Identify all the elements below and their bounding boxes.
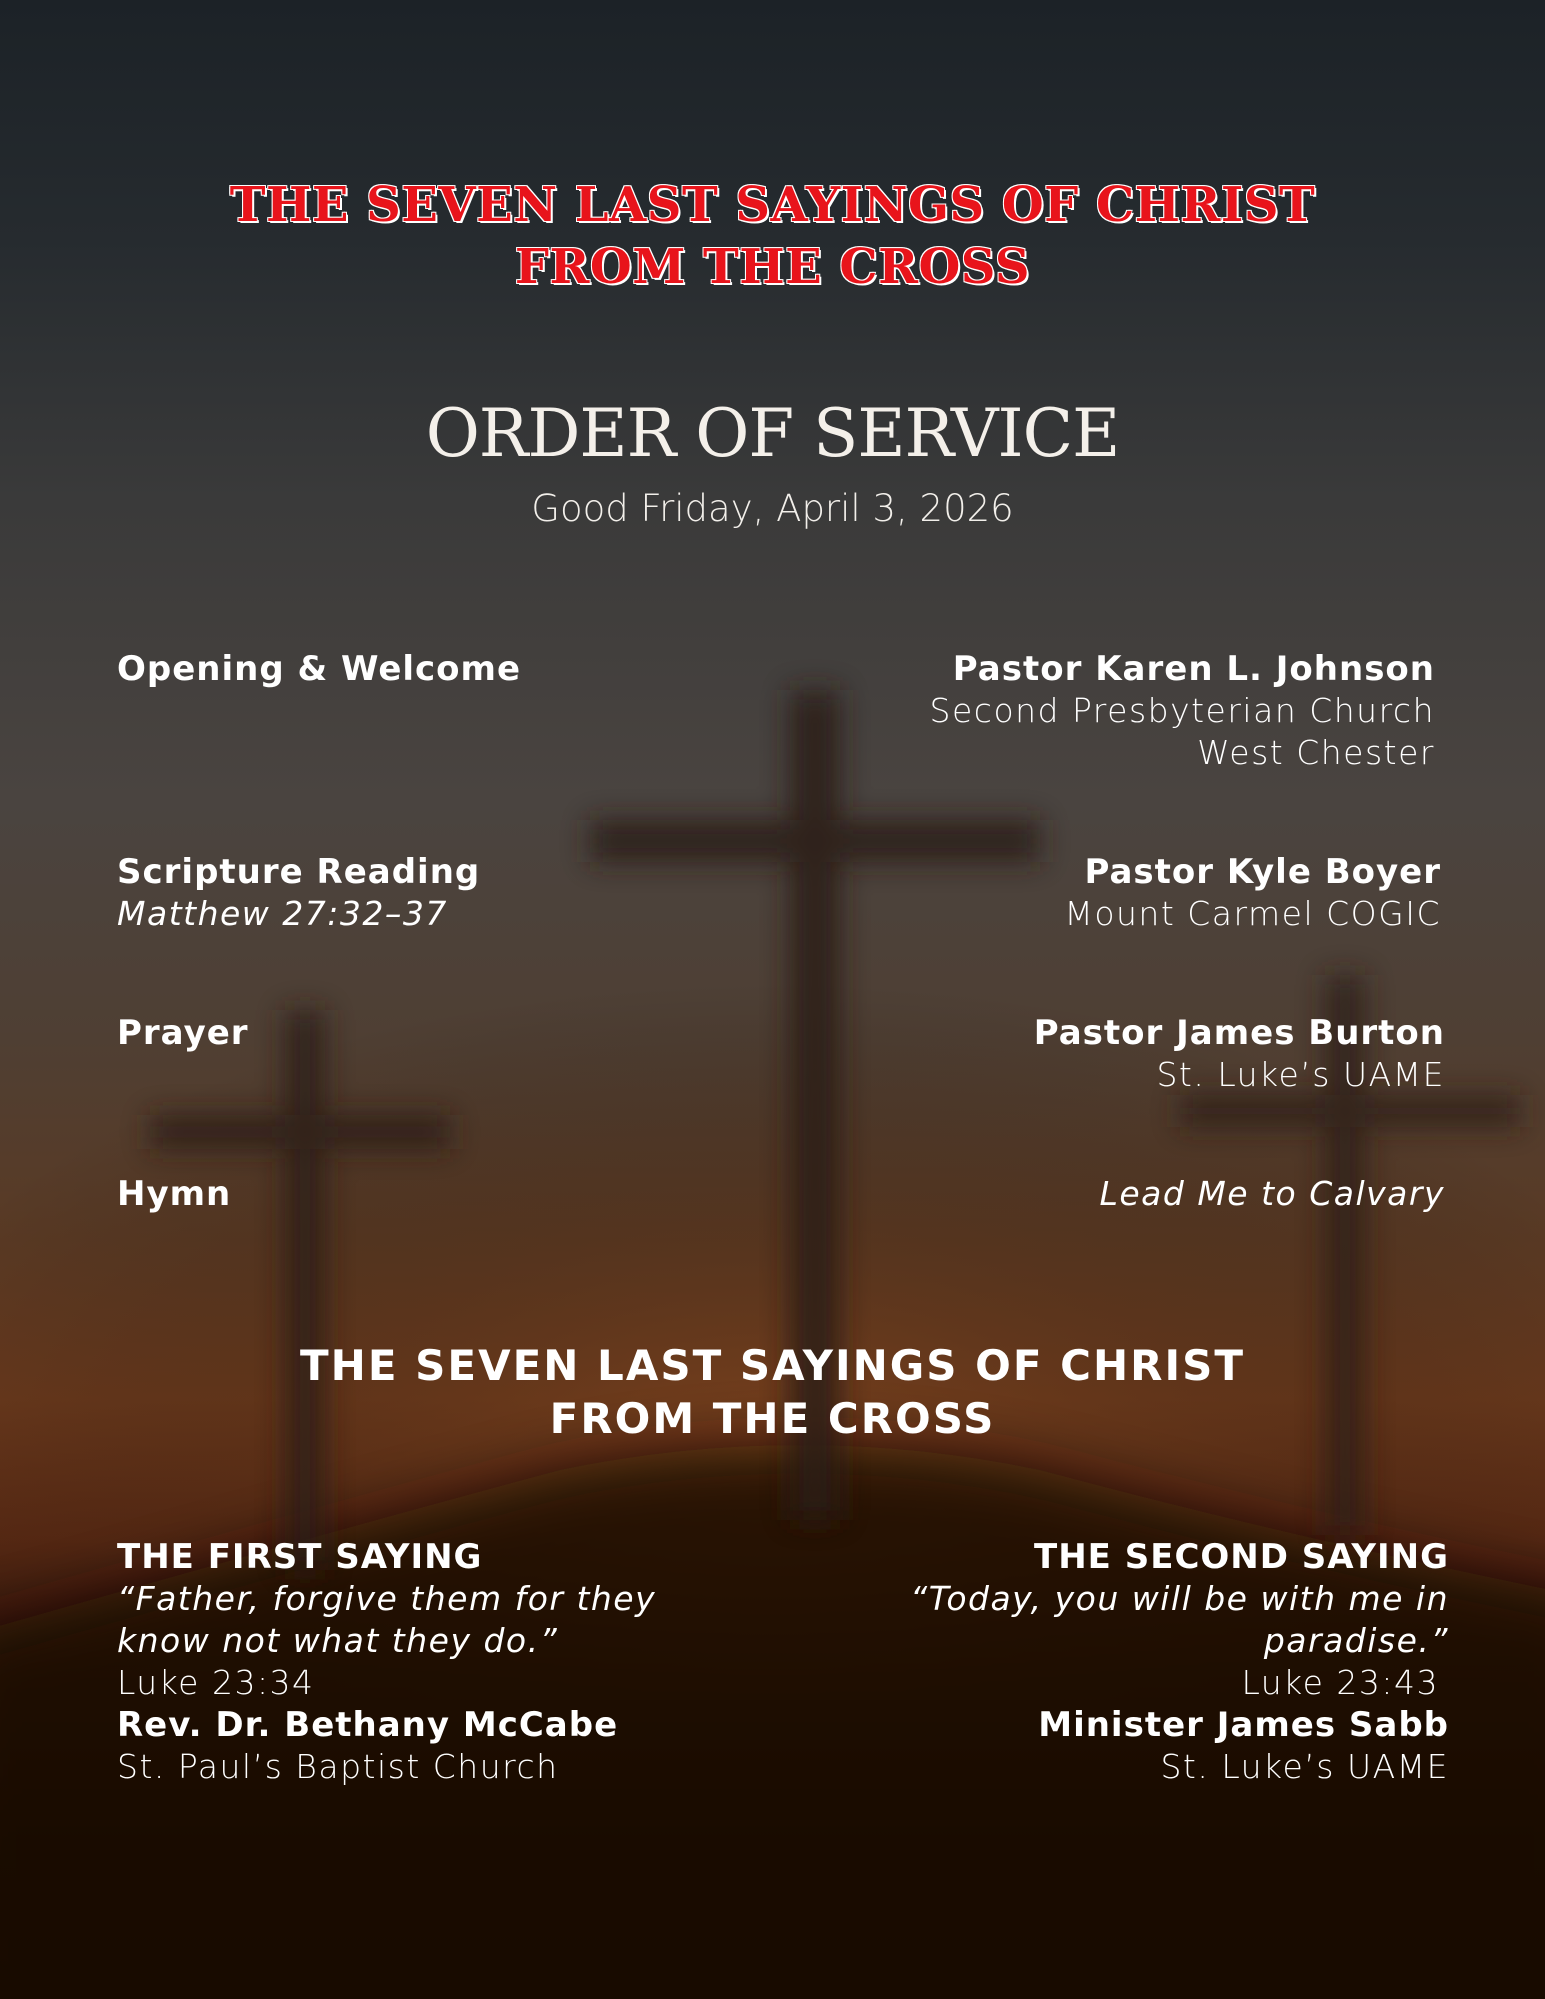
- leader-name: Pastor Kyle Boyer: [1084, 852, 1441, 892]
- hymn-name: Lead Me to Calvary: [1099, 1174, 1445, 1213]
- saying-quote-line-2: paradise.”: [1263, 1621, 1449, 1660]
- program-item-label: Opening & Welcome: [117, 649, 522, 689]
- program-leader-scripture: [681, 851, 1441, 935]
- hymn-title: [685, 1173, 1445, 1215]
- main-title: [0, 174, 1545, 298]
- saying-speaker: Minister James Sabb: [1038, 1705, 1449, 1745]
- saying-reference: Luke 23:34: [117, 1663, 315, 1702]
- main-title-line-2: FROM THE CROSS: [514, 239, 1031, 295]
- saying-reference: Luke 23:43: [1241, 1663, 1439, 1702]
- scripture-reference: Matthew 27:32–37: [117, 894, 448, 933]
- saying-heading: THE SECOND SAYING: [1034, 1537, 1449, 1577]
- program-item-label: Scripture Reading: [117, 852, 481, 892]
- second-saying: [689, 1536, 1449, 1788]
- sayings-title-line-1: THE SEVEN LAST SAYINGS OF CHRIST: [300, 1341, 1245, 1390]
- saying-church: St. Luke’s UAME: [1160, 1747, 1449, 1786]
- main-title-line-1: THE SEVEN LAST SAYINGS OF CHRIST: [229, 177, 1316, 233]
- sayings-section-title: [0, 1339, 1545, 1445]
- leader-church: Second Presbyterian Church: [929, 691, 1435, 730]
- saying-quote-line-2: know not what they do.”: [117, 1621, 559, 1660]
- order-of-service-title: ORDER OF SERVICE: [425, 395, 1120, 472]
- leader-church: St. Luke’s UAME: [1156, 1055, 1445, 1094]
- saying-speaker: Rev. Dr. Bethany McCabe: [117, 1705, 619, 1745]
- saying-quote-line-1: “Father, forgive them for they: [117, 1579, 657, 1618]
- leader-name: Pastor Karen L. Johnson: [952, 649, 1435, 689]
- program-leader-prayer: [685, 1012, 1445, 1096]
- leader-church: Mount Carmel COGIC: [1064, 894, 1441, 933]
- program-item-label: Prayer: [117, 1013, 249, 1053]
- saying-church: St. Paul’s Baptist Church: [117, 1747, 559, 1786]
- program-leader-opening: [675, 648, 1435, 774]
- leader-church-location: West Chester: [1197, 733, 1435, 772]
- service-date: Good Friday, April 3, 2026: [531, 487, 1014, 530]
- sayings-title-line-2: FROM THE CROSS: [549, 1394, 996, 1443]
- program-item-label: Hymn: [117, 1174, 232, 1214]
- saying-quote-line-1: “Today, you will be with me in: [910, 1579, 1449, 1618]
- saying-heading: THE FIRST SAYING: [117, 1537, 483, 1577]
- leader-name: Pastor James Burton: [1033, 1013, 1445, 1053]
